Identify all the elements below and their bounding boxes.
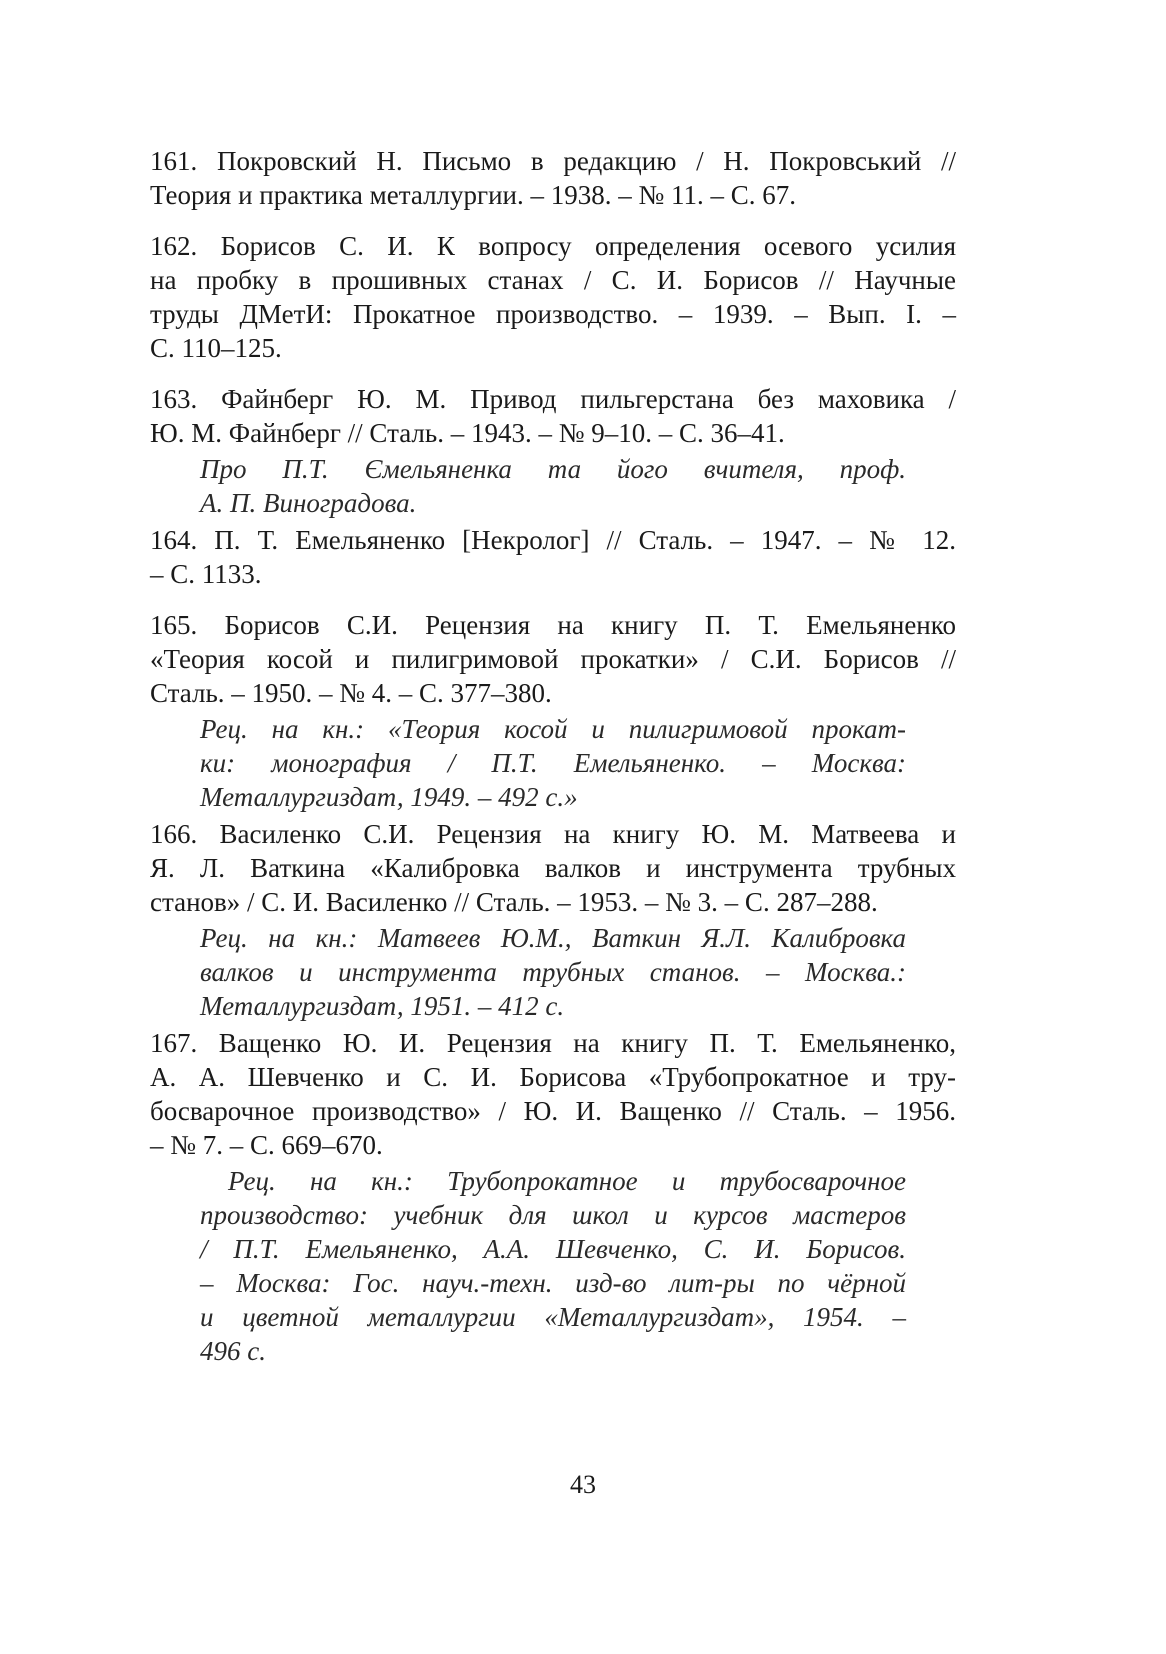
entry-line: 164. П. Т. Емельяненко [Некролог] // Сталь. – 1947. – № 12. (150, 525, 956, 555)
entry-line: 166. Василенко С.И. Рецензия на книгу Ю. М. Матвеева и (150, 819, 956, 849)
entry-line: «Теория косой и пилигримовой прокатки» / С.И. Борисов // (150, 644, 956, 674)
entry-line: С. 110–125. (150, 333, 282, 363)
bibliography-list (150, 144, 956, 1368)
entry-line: 165. Борисов С.И. Рецензия на книгу П. Т. Емельяненко (150, 610, 956, 640)
bibliography-entry (150, 608, 956, 814)
annotation-line: / П.Т. Емельяненко, А.А. Шевченко, С. И. Борисов. (200, 1234, 906, 1264)
bibliography-entry (150, 382, 956, 520)
bibliography-entry (150, 817, 956, 1023)
annotation-line: Металлургиздат, 1951. – 412 с. (200, 991, 565, 1021)
entry-line: босварочное производство» / Ю. И. Ващенко // Сталь. – 1956. (150, 1096, 956, 1126)
entry-line: труды ДМетИ: Прокатное производство. – 1939. – Вып. I. – (150, 299, 956, 329)
entry-annotation (200, 712, 906, 814)
entry-line: 167. Ващенко Ю. И. Рецензия на книгу П. Т. Емельяненко, (150, 1028, 956, 1058)
annotation-line: ки: монография / П.Т. Емельяненко. – Москва: (200, 748, 906, 778)
annotation-line: 496 с. (200, 1336, 266, 1366)
entry-line: станов» / С. И. Василенко // Сталь. – 1953. – № 3. – С. 287–288. (150, 887, 878, 917)
annotation-line: производство: учебник для школ и курсов мастеров (200, 1200, 906, 1230)
entry-line: Ю. М. Файнберг // Сталь. – 1943. – № 9–10. – С. 36–41. (150, 418, 785, 448)
annotation-line: Рец. на кн.: «Теория косой и пилигримовой прокат- (200, 714, 906, 744)
annotation-line: и цветной металлургии «Металлургиздат», 1954. – (200, 1302, 906, 1332)
bibliography-entry (150, 1026, 956, 1368)
entry-line: на пробку в прошивных станах / С. И. Борисов // Научные (150, 265, 956, 295)
entry-line: А. А. Шевченко и С. И. Борисова «Трубопрокатное и тру- (150, 1062, 956, 1092)
annotation-line: Про П.Т. Ємельяненка та його вчителя, проф. (200, 454, 906, 484)
entry-line: Теория и практика металлургии. – 1938. – № 11. – С. 67. (150, 180, 797, 210)
entry-line: 162. Борисов С. И. К вопросу определения осевого усилия (150, 231, 956, 261)
annotation-line: А. П. Виноградова. (200, 488, 417, 518)
bibliography-entry (150, 144, 956, 212)
entry-line: Я. Л. Ваткина «Калибровка валков и инструмента трубных (150, 853, 956, 883)
annotation-line: Рец. на кн.: Матвеев Ю.М., Ваткин Я.Л. Калибровка (200, 923, 906, 953)
entry-annotation (200, 1164, 906, 1368)
bibliography-entry (150, 229, 956, 365)
entry-line: – С. 1133. (150, 559, 262, 589)
entry-line: 161. Покровский Н. Письмо в редакцию / Н. Покровський // (150, 146, 956, 176)
annotation-line: валков и инструмента трубных станов. – Москва.: (200, 957, 906, 987)
entry-annotation (200, 452, 906, 520)
annotation-line: Металлургиздат, 1949. – 492 с.» (200, 782, 578, 812)
annotation-line: Рец. на кн.: Трубопрокатное и трубосварочное (228, 1166, 906, 1196)
entry-annotation (200, 921, 906, 1023)
entry-line: 163. Файнберг Ю. М. Привод пильгерстана без маховика / (150, 384, 956, 414)
annotation-line: – Москва: Гос. науч.-техн. изд-во лит-ры по чёрной (200, 1268, 906, 1298)
entry-line: Сталь. – 1950. – № 4. – С. 377–380. (150, 678, 552, 708)
page-number: 43 (570, 1470, 596, 1499)
entry-line: – № 7. – С. 669–670. (150, 1130, 383, 1160)
bibliography-entry (150, 523, 956, 591)
